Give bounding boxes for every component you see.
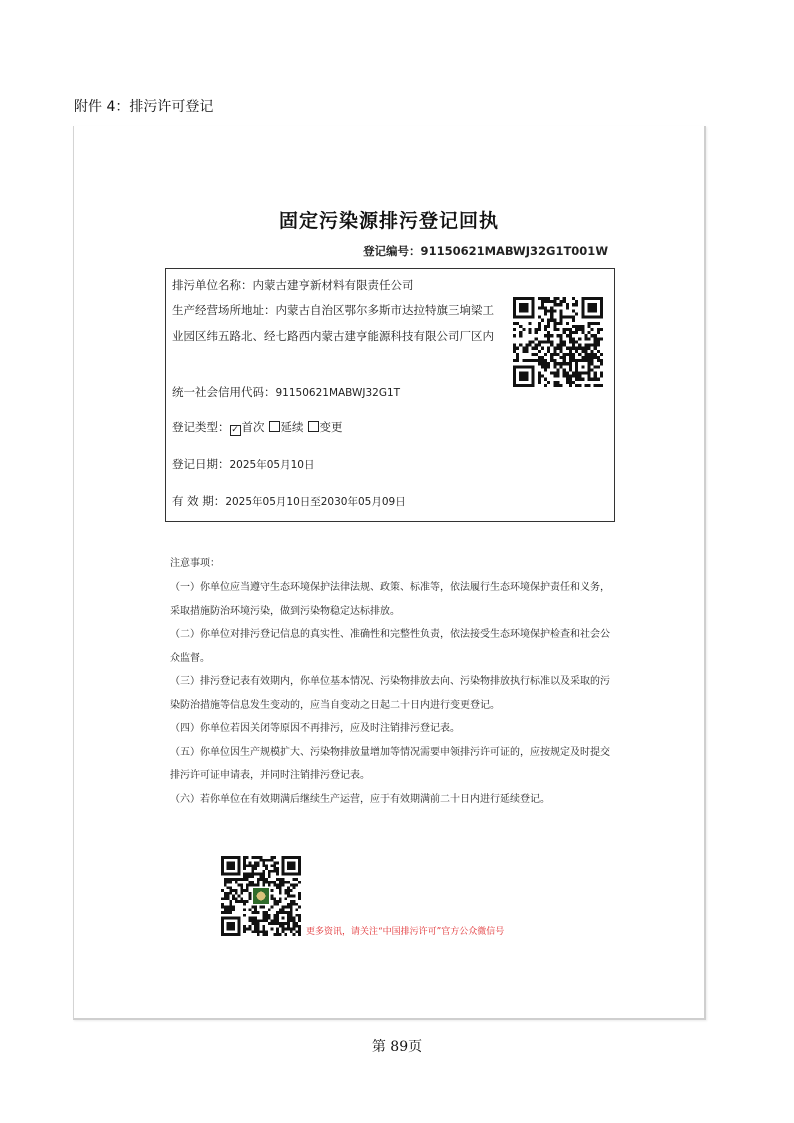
- registration-type-label: 登记类型：: [172, 420, 230, 434]
- registration-number: 登记编号：91150621MABWJ32G1T001W: [363, 244, 608, 258]
- qr-code-icon: [513, 297, 603, 387]
- note-item-6: （六）若你单位在有效期满后继续生产运营，应于有效期满前二十日内进行延续登记。: [170, 793, 550, 805]
- registration-date-row: [172, 456, 314, 472]
- notes-title: 注意事项：: [170, 558, 220, 569]
- note-item-4: （四）你单位若因关闭等原因不再排污，应及时注销排污登记表。: [170, 723, 460, 734]
- info-box: [165, 268, 615, 522]
- notes-list: [170, 576, 610, 811]
- checkbox-change: [308, 421, 319, 432]
- validity-row: [172, 493, 406, 509]
- certificate-page: [73, 126, 706, 1020]
- page-number: 第 89页: [371, 1039, 423, 1055]
- wechat-tip: 更多资讯，请关注“中国排污许可”官方公众微信号: [306, 927, 505, 937]
- credit-code-row: [172, 384, 400, 400]
- credit-code-label: 统一社会信用代码：: [172, 385, 276, 399]
- option-renewal: 延续: [280, 420, 304, 434]
- note-item-2: （二）你单位对排污登记信息的真实性、准确性和完整性负责，依法接受生态环境保护检查和社会公众监督。: [170, 629, 610, 664]
- checkbox-first-registration: ✓: [231, 425, 239, 435]
- checkbox-renewal: [269, 421, 280, 432]
- registration-date-label: 登记日期：: [172, 457, 230, 471]
- wechat-qr-code-icon: [221, 856, 301, 936]
- unit-name: 排污单位名称：内蒙古建亨新材料有限责任公司: [172, 278, 414, 292]
- registration-type-row: [172, 419, 343, 436]
- note-item-1: （一）你单位应当遵守生态环境保护法律法规、政策、标准等，依法履行生态环境保护责任和义务，采取措施防治环境污染，做到污染物稳定达标排放。: [170, 582, 610, 617]
- validity-label: 有 效 期：: [172, 494, 226, 508]
- registration-date-value: 2025年05月10日: [229, 459, 315, 471]
- certificate-title: 固定污染源排污登记回执: [278, 210, 499, 232]
- note-item-3: （三）排污登记表有效期内，你单位基本情况、污染物排放去向、污染物排放执行标准以及采取的污染防治措施等信息发生变动的，应当自变动之日起二十日内进行变更登记。: [170, 676, 610, 711]
- validity-value: 2025年05月10日至2030年05月09日: [225, 496, 406, 508]
- site-address: 生产经营场所地址：内蒙古自治区鄂尔多斯市达拉特旗三垧梁工业园区纬五路北、经七路西内蒙古建亨能源科技有限公司厂区内: [172, 303, 494, 343]
- credit-code-value: 91150621MABWJ32G1T: [275, 387, 401, 399]
- option-change: 变更: [319, 420, 343, 434]
- attachment-title: 附件 4：排污许可登记: [74, 99, 214, 115]
- note-item-5: （五）你单位因生产规模扩大、污染物排放量增加等情况需要申领排污许可证的，应按规定及时提交排污许可证申请表，并同时注销排污登记表。: [170, 746, 610, 781]
- option-first-registration: 首次: [241, 420, 265, 434]
